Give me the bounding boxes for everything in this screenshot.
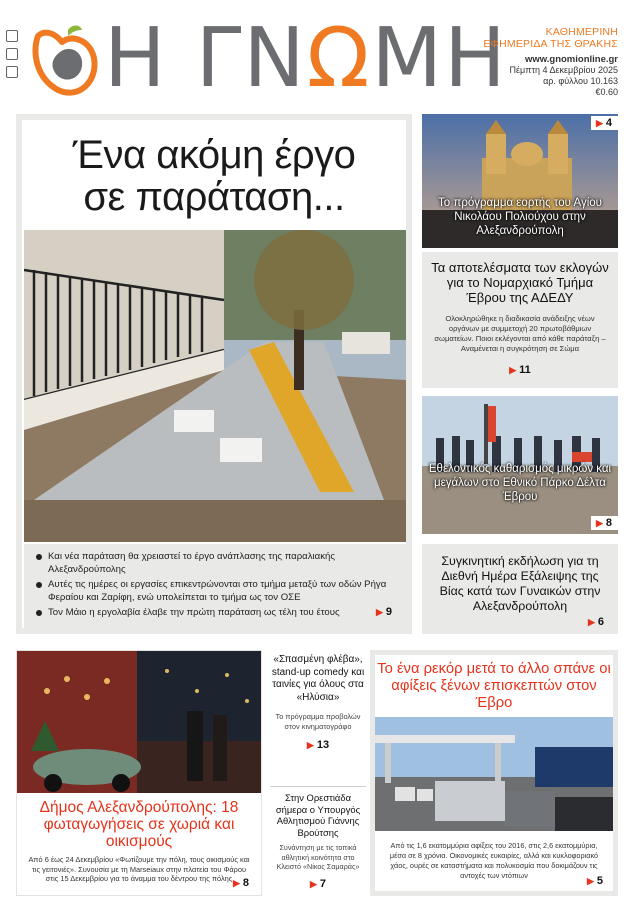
masthead-info <box>483 26 618 98</box>
main-story-photo <box>24 230 406 542</box>
tourism-headline: Το ένα ρεκόρ μετά το άλλο σπάνε οι αφίξεις ξένων επισκεπτών στον Έβρο <box>377 661 611 711</box>
arrow-right-icon: ▶ <box>309 878 317 889</box>
newspaper-title: Η ΓΝΩΜΗ <box>104 11 508 106</box>
association-logo-icon <box>6 48 18 60</box>
main-story[interactable] <box>16 114 412 634</box>
side-logos <box>4 30 20 96</box>
lights-headline: Δήμος Αλεξανδρούπολης: 18 φωταγωγήσεις σε χωριά και οικισμούς <box>39 799 239 850</box>
arrow-right-icon: ▶ <box>509 365 517 375</box>
lights-summary: Από 6 έως 24 Δεκεμβρίου «Φωτίζουμε την πόλη, τους οικισμούς και τις γειτονιές». Συνουσία με τη Marseiaux στην πλατεία του Φάρου στις 15 Δεκεμβρίου για το άναμμα του δέντρου της πόλης <box>28 855 250 883</box>
page-ref: ▶ 4 <box>591 116 618 130</box>
arrow-right-icon: ▶ <box>587 617 595 627</box>
page-ref: ▶ 13 <box>306 739 330 751</box>
lights-story[interactable] <box>16 650 262 896</box>
volunteers-story[interactable] <box>422 396 618 534</box>
publisher-logo-icon <box>6 30 18 42</box>
elections-summary: Ολοκληρώθηκε η διαδικασία ανάδειξης νέων οργάνων με συμμετοχή 20 πρωτοβάθμιων σωματείων. Ποιοι εκλέγονται από κάθε παράταξη – Αναμένεται η συγκρότηση σε Σώμα <box>434 314 606 353</box>
website-link[interactable]: www.gnomionline.gr <box>524 54 618 65</box>
price: €0.60 <box>595 87 618 97</box>
main-story-bullets <box>24 544 406 628</box>
issue-date: Πέμπτη 4 Δεκεμβρίου 2025 <box>509 65 618 75</box>
event-story[interactable] <box>422 544 618 634</box>
tourism-story[interactable] <box>370 650 618 896</box>
page-ref: ▶ 5 <box>586 875 603 887</box>
arrow-right-icon: ▶ <box>595 118 603 128</box>
elections-headline: Τα αποτελέσματα των εκλογών για το Νομαρχιακό Τμήμα Έβρου της ΑΔΕΔΥ <box>431 260 609 305</box>
bullet-item: Τον Μάιο η εργολαβία έλαβε την πρώτη παράταση ως τέλη του έτους <box>36 606 394 619</box>
volunteers-caption: Εθελοντικός καθαρισμός μικρών και μεγάλων στο Εθνικό Πάρκο Δέλτα Έβρου <box>428 463 612 503</box>
issue-number: αρ. φύλλου 10.163 <box>543 76 618 86</box>
page-ref: ▶ 9 <box>375 606 392 618</box>
main-headline: Ένα ακόμη έργο σε παράταση... <box>72 133 356 219</box>
minister-headline: Στην Ορεστιάδα σήμερα ο Υπουργός Αθλητισμού Γιάννης Βρούτσης <box>275 792 361 838</box>
page-ref: ▶ 8 <box>232 877 249 889</box>
arrow-right-icon: ▶ <box>586 876 594 886</box>
cinema-headline: «Σπασμένη φλέβα», stand-up comedy και ταινίες για όλους στα «Ηλύσια» <box>271 654 365 703</box>
arrow-right-icon: ▶ <box>595 518 603 528</box>
certification-logo-icon <box>6 66 18 78</box>
elections-story[interactable] <box>422 252 618 388</box>
page-ref: ▶ 11 <box>509 364 531 376</box>
page-ref: ▶ 7 <box>309 877 327 890</box>
church-story[interactable] <box>422 114 618 248</box>
minister-story[interactable] <box>270 792 366 890</box>
page-ref: ▶ 6 <box>587 616 604 628</box>
bird-logo-icon <box>24 22 104 102</box>
arrow-right-icon: ▶ <box>306 740 314 750</box>
minister-summary: Συνάντηση με τις τοπικά αθλητική κοινότητα στο Κλειστό «Νίκος Σαμαράς» <box>276 843 360 871</box>
arrow-right-icon: ▶ <box>232 878 240 888</box>
border-crossing-photo <box>375 717 613 831</box>
event-headline: Συγκινητική εκδήλωση για τη Διεθνή Ημέρα Εξάλειψης της Βίας κατά των Γυναικών στην Αλεξανδρούπολη <box>439 554 601 613</box>
christmas-lights-photo <box>17 651 261 793</box>
tourism-summary: Από τις 1,6 εκατομμύρια αφίξεις του 2016, στις 2,6 εκατομμύρια, μέσα σε 8 χρόνια. Οικονομικές ευκαιρίες, αλλά και κυκλοφοριακό χάος, ουρές σε καταστήματα και πολυκοσμία που δοκιμάζουν τις αντοχές των ντόπιων <box>389 841 599 880</box>
divider <box>270 786 366 787</box>
church-caption: Το πρόγραμμα εορτής του Αγίου Νικολάου Πολιούχου στην Αλεξανδρούπολη <box>438 197 602 237</box>
page-ref: ▶ 8 <box>591 516 618 530</box>
bullet-item: Και νέα παράταση θα χρειαστεί το έργο ανάπλασης της παραλιακής Αλεξανδρούπολης <box>36 550 394 576</box>
tagline-2: ΕΦΗΜΕΡΙΔΑ ΤΗΣ ΘΡΑΚΗΣ <box>483 38 618 50</box>
tagline-1: ΚΑΘΗΜΕΡΙΝΗ <box>545 26 618 38</box>
masthead <box>0 0 630 112</box>
cinema-summary: Το πρόγραμμα προβολών στον κινηματογράφο <box>275 712 361 731</box>
cinema-story[interactable] <box>270 654 366 751</box>
arrow-right-icon: ▶ <box>375 607 383 617</box>
bullet-item: Αυτές τις ημέρες οι εργασίες επικεντρώνονται στο τμήμα μεταξύ των οδών Ρήγα Φεραίου και Ζαρίφη, ενώ υπολείπεται το τμήμα ως τον ΟΣΕ <box>36 578 394 604</box>
